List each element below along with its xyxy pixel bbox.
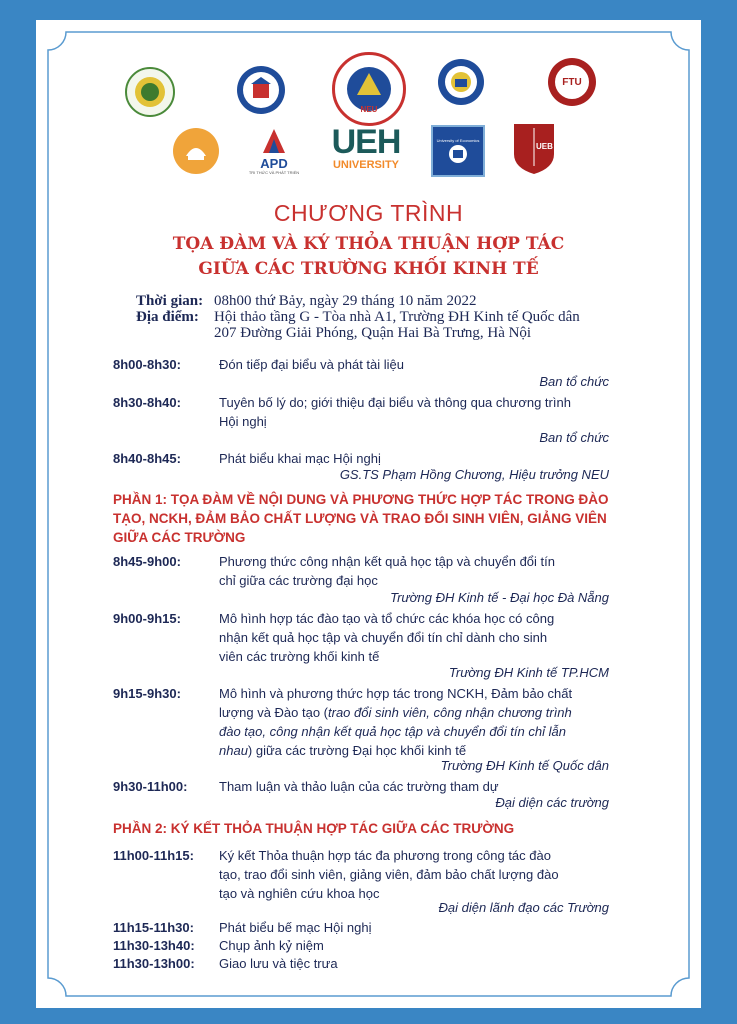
- part-2-heading: PHẦN 2: KÝ KẾT THỎA THUẬN HỢP TÁC GIỮA CÁC TRƯỜNG: [113, 821, 515, 836]
- schedule-presenter: GS.TS Phạm Hồng Chương, Hiệu trưởng NEU: [339, 467, 609, 482]
- schedule-row: [113, 393, 613, 433]
- time-label: Thời gian:: [136, 293, 204, 309]
- logo-truong-dai-hoc-thuong-mai: [237, 66, 285, 114]
- schedule-presenter: Trường ĐH Kinh tế Quốc dân: [440, 758, 609, 773]
- schedule-row: [113, 846, 613, 906]
- part-1-heading: PHẦN 1: TỌA ĐÀM VỀ NỘI DUNG VÀ PHƯƠNG THỨC HỢP TÁC TRONG ĐÀO TẠO, NCKH, ĐẢM BẢO CHẤT LƯỢNG VÀ TRAO ĐỔI SINH VIÊN, GIẢNG VIÊN GIỮA CÁC TRƯỜNG: [113, 492, 609, 545]
- schedule-desc: Tuyên bố lý do; giới thiệu đại biểu và thông qua chương trình Hội nghị: [219, 395, 571, 429]
- schedule-time: 9h15-9h30:: [113, 686, 181, 701]
- schedule-presenter: Đại diện các trường: [495, 795, 609, 810]
- schedule-desc: Tham luận và thảo luận của các trường tham dự: [219, 779, 499, 794]
- place-label: Địa điểm:: [136, 309, 199, 325]
- apd-text: APD: [260, 156, 288, 171]
- due-emblem-icon: [438, 59, 484, 105]
- place-line-2: 207 Đường Giải Phóng, Quận Hai Bà Trưng, Hà Nội: [214, 325, 532, 341]
- ftu-text: FTU: [562, 76, 582, 88]
- ueh-subtext: UNIVERSITY: [332, 159, 399, 171]
- schedule-desc: Phát biểu khai mạc Hội nghị: [219, 451, 381, 466]
- ueb-text: UEB: [536, 142, 553, 151]
- neu-abbr: NEU: [360, 105, 378, 114]
- schedule-desc: Mô hình và phương thức hợp tác trong NCKH, Đảm bảo chất lượng và Đào tạo (trao đổi sinh viên, công nhận chương trình đào tạo, công nhận kết quả học tập và chuyển đổi tín chỉ lẫn nhau) giữa các trường Đại học khối kinh tế: [219, 686, 573, 758]
- logo-ueh: [326, 123, 406, 173]
- schedule-time: 11h00-11h15:: [113, 848, 194, 863]
- logo-dh-kinh-te-hue: [431, 125, 485, 177]
- schedule-time: 8h00-8h30:: [113, 357, 181, 372]
- bav-emblem-icon: [173, 128, 219, 174]
- schedule-desc: Phát biểu bế mạc Hội nghị: [219, 920, 372, 935]
- logo-ftu: [548, 58, 596, 106]
- apd-flame-icon: [259, 127, 289, 157]
- schedule-row: [113, 684, 613, 762]
- place-line-1: Hội thảo tầng G - Tòa nhà A1, Trường ĐH Kinh tế Quốc dân: [214, 309, 580, 325]
- page-title: CHƯƠNG TRÌNH: [273, 200, 464, 226]
- schedule-time: 8h45-9h00:: [113, 554, 181, 569]
- logo-dh-kinh-te-da-nang: [438, 59, 484, 105]
- hce-text: University of Economics: [436, 137, 480, 143]
- schedule-presenter: Đại diện lãnh đạo các Trường: [438, 900, 609, 915]
- subtitle-line-2: GIỮA CÁC TRƯỜNG KHỐI KINH TẾ: [198, 259, 539, 279]
- tmu-emblem-icon: [237, 66, 285, 114]
- schedule-row: [113, 552, 613, 592]
- schedule-desc: Đón tiếp đại biểu và phát tài liệu: [219, 357, 405, 372]
- time-value: 08h00 thứ Bảy, ngày 29 tháng 10 năm 2022: [214, 293, 477, 309]
- schedule-desc: Mô hình hợp tác đào tạo và tổ chức các khóa học có công nhận kết quả học tập và chuyển đổi tín chỉ dành cho sinh viên các trường khối kinh tế: [219, 611, 555, 664]
- ueh-text: UEH: [331, 123, 401, 161]
- schedule-time: 9h00-9h15:: [113, 611, 181, 626]
- schedule-desc: Giao lưu và tiệc trưa: [219, 956, 338, 971]
- schedule-time: 8h40-8h45:: [113, 451, 181, 466]
- schedule-time: 8h30-8h40:: [113, 395, 181, 410]
- schedule-desc: Ký kết Thỏa thuận hợp tác đa phương trong công tác đào tạo, trao đổi sinh viên, giảng viên, đảm bảo chất lượng đào tạo và nghiên cứu khoa học: [219, 848, 559, 901]
- schedule-time: 9h30-11h00:: [113, 779, 188, 794]
- logo-hoc-vien-tai-chinh: [125, 67, 175, 117]
- schedule-time: 11h15-11h30:: [113, 920, 194, 935]
- logo-hoc-vien-ngan-hang: [173, 128, 219, 174]
- schedule-time: 11h30-13h00:: [113, 956, 195, 971]
- logo-ueb: [510, 120, 558, 176]
- logo-dai-hoc-kinh-te-quoc-dan: [332, 52, 406, 126]
- schedule-time: 11h30-13h40:: [113, 938, 195, 953]
- schedule-presenter: Trường ĐH Kinh tế - Đại học Đà Nẵng: [390, 590, 609, 605]
- hvtc-emblem-icon: [127, 69, 173, 115]
- subtitle-line-1: TỌA ĐÀM VÀ KÝ THỎA THUẬN HỢP TÁC: [172, 234, 565, 254]
- schedule-desc: Phương thức công nhận kết quả học tập và chuyển đổi tín chỉ giữa các trường đại học: [219, 554, 555, 588]
- apd-subtext: TRI THỨC VÀ PHÁT TRIỂN: [248, 170, 300, 175]
- schedule-desc: Chụp ảnh kỷ niệm: [219, 938, 324, 953]
- schedule-presenter: Ban tổ chức: [539, 374, 609, 389]
- schedule-presenter: Ban tổ chức: [539, 430, 609, 445]
- schedule-presenter: Trường ĐH Kinh tế TP.HCM: [448, 665, 609, 680]
- program-card: [36, 20, 701, 1008]
- schedule-row: [113, 609, 613, 669]
- logo-apd: [248, 124, 300, 178]
- hce-emblem-icon: [445, 143, 471, 165]
